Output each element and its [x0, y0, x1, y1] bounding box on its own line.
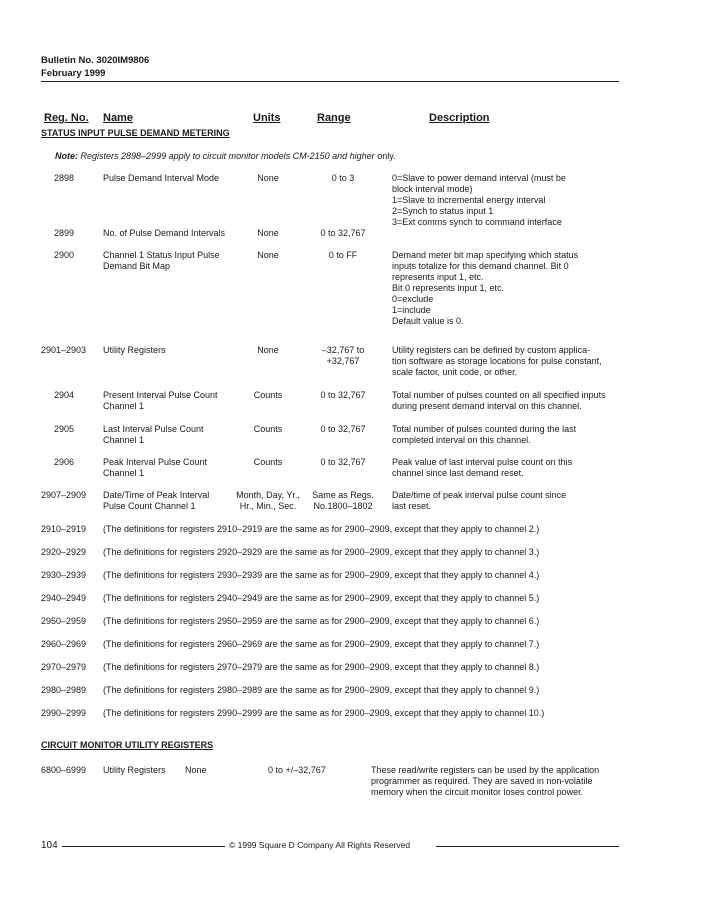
- repeat-register-definition: (The definitions for registers 2940–2949 are the same as for 2900–2909, except that they apply to channel 5.): [103, 593, 540, 603]
- register-description-line: 1=include: [392, 305, 431, 315]
- register-description: [392, 173, 566, 228]
- register-range: [302, 250, 384, 261]
- utility-desc-line: These read/write registers can be used by the application: [371, 765, 600, 775]
- utility-reg-range: 0 to +/–32,767: [268, 765, 326, 775]
- utility-reg-number: 6800–6999: [41, 765, 87, 775]
- register-units: [228, 228, 308, 239]
- register-range-line: 0 to 32,767: [320, 457, 366, 467]
- footer-rule-left: [62, 846, 225, 847]
- register-description-line: Total number of pulses counted on all specified inputs: [392, 390, 606, 400]
- register-range-line: 0 to FF: [328, 250, 358, 260]
- register-description: [392, 390, 606, 412]
- register-name-line: Channel 1 Status Input Pulse: [103, 250, 220, 260]
- register-name: [103, 457, 207, 479]
- repeat-register-definition: (The definitions for registers 2910–2919 are the same as for 2900–2909, except that they apply to channel 2.): [103, 524, 540, 534]
- repeat-register-number: 2990–2999: [41, 708, 87, 718]
- repeat-register-number: 2950–2959: [41, 616, 87, 626]
- register-name-line: Utility Registers: [103, 345, 166, 355]
- register-number: 2905: [54, 424, 75, 434]
- register-number: 2906: [54, 457, 75, 467]
- repeat-register-number: 2920–2929: [41, 547, 87, 557]
- section-title-utility-registers: CIRCUIT MONITOR UTILITY REGISTERS: [41, 740, 214, 750]
- register-range: [302, 424, 384, 435]
- register-units-line: Hr., Min., Sec.: [239, 501, 297, 511]
- register-units-line: Counts: [253, 457, 283, 467]
- register-number: 2899: [54, 228, 75, 238]
- register-range-line: 0 to 3: [331, 173, 355, 183]
- register-name-line: Date/Time of Peak Interval: [103, 490, 210, 500]
- register-description: [392, 250, 578, 327]
- register-number: 2901–2903: [41, 345, 87, 355]
- repeat-register-number: 2960–2969: [41, 639, 87, 649]
- register-description-line: tion software as storage locations for pulse constant,: [392, 356, 602, 366]
- register-range: [302, 490, 384, 512]
- note-text: Registers 2898–2999 apply to circuit monitor models CM-2150 and higher: [80, 151, 375, 161]
- register-description-line: Total number of pulses counted during the last: [392, 424, 577, 434]
- register-description-line: Default value is 0.: [392, 316, 464, 326]
- register-number: 2900: [54, 250, 75, 260]
- column-header-range: Range: [317, 112, 351, 124]
- utility-reg-units: None: [185, 765, 207, 775]
- repeat-register-definition: (The definitions for registers 2920–2929 are the same as for 2900–2909, except that they apply to channel 3.): [103, 547, 540, 557]
- register-name-line: Pulse Count Channel 1: [103, 501, 196, 511]
- register-units: [228, 457, 308, 468]
- register-range-line: No.1800–1802: [313, 501, 373, 511]
- column-header-units: Units: [253, 112, 281, 124]
- register-name-line: Channel 1: [103, 468, 145, 478]
- footer-rule-right: [436, 846, 619, 847]
- column-header-reg: Reg. No.: [44, 112, 89, 124]
- bulletin-date: February 1999: [41, 68, 106, 79]
- register-name-line: Channel 1: [103, 435, 145, 445]
- register-name: [103, 345, 166, 356]
- register-range: [302, 173, 384, 184]
- register-description-line: 1=Slave to incremental energy interval: [392, 195, 546, 205]
- repeat-register-definition: (The definitions for registers 2990–2999 are the same as for 2900–2909, except that they apply to channel 10.): [103, 708, 545, 718]
- register-description-line: channel since last demand reset.: [392, 468, 524, 478]
- register-description-line: block interval mode): [392, 184, 473, 194]
- page-number: 104: [41, 840, 58, 851]
- register-range-line: 0 to 32,767: [320, 424, 366, 434]
- register-range-line: 0 to 32,767: [320, 390, 366, 400]
- register-name-line: Channel 1: [103, 401, 145, 411]
- copyright-notice: © 1999 Square D Company All Rights Reserved: [229, 840, 411, 850]
- register-name-line: Present Interval Pulse Count: [103, 390, 218, 400]
- register-description-line: during present demand interval on this channel.: [392, 401, 582, 411]
- register-range-line: –32,767 to: [321, 345, 365, 355]
- repeat-register-definition: (The definitions for registers 2980–2989 are the same as for 2900–2909, except that they apply to channel 9.): [103, 685, 540, 695]
- register-range: [302, 390, 384, 401]
- register-units-line: Month, Day, Yr.,: [236, 490, 300, 500]
- register-range: [302, 228, 384, 239]
- register-units-line: None: [257, 250, 279, 260]
- register-number: 2907–2909: [41, 490, 87, 500]
- register-description-line: Bit 0 represents input 1, etc.: [392, 283, 505, 293]
- register-name: [103, 390, 218, 412]
- register-units-line: Counts: [253, 390, 283, 400]
- register-name: [103, 228, 225, 239]
- register-units: [228, 490, 308, 512]
- register-name: [103, 424, 204, 446]
- bulletin-number: Bulletin No. 3020IM9806: [41, 55, 150, 66]
- register-description-line: 2=Synch to status input 1: [392, 206, 494, 216]
- register-description: [392, 490, 566, 512]
- register-description: [392, 457, 572, 479]
- register-range-line: Same as Regs.: [312, 490, 374, 500]
- repeat-register-number: 2930–2939: [41, 570, 87, 580]
- register-units-line: None: [257, 173, 279, 183]
- register-units-line: Counts: [253, 424, 283, 434]
- register-name-line: Last Interval Pulse Count: [103, 424, 204, 434]
- register-description-line: 0=exclude: [392, 294, 434, 304]
- header-rule: [41, 81, 619, 82]
- repeat-register-definition: (The definitions for registers 2970–2979 are the same as for 2900–2909, except that they apply to channel 8.): [103, 662, 540, 672]
- register-description-line: last reset.: [392, 501, 432, 511]
- repeat-register-definition: (The definitions for registers 2960–2969 are the same as for 2900–2909, except that they apply to channel 7.): [103, 639, 540, 649]
- register-units: [228, 390, 308, 401]
- register-description-line: completed interval on this channel.: [392, 435, 531, 445]
- register-description-line: Demand meter bit map specifying which status: [392, 250, 579, 260]
- register-description: [392, 424, 576, 446]
- utility-desc-line: programmer as required. They are saved in non-volatile: [371, 776, 593, 786]
- register-units: [228, 250, 308, 261]
- repeat-register-number: 2970–2979: [41, 662, 87, 672]
- register-name: [103, 173, 219, 184]
- register-units: [228, 173, 308, 184]
- repeat-register-number: 2940–2949: [41, 593, 87, 603]
- register-number: 2898: [54, 173, 75, 183]
- register-description: [392, 345, 602, 378]
- register-name-line: No. of Pulse Demand Intervals: [103, 228, 226, 238]
- repeat-register-number: 2980–2989: [41, 685, 87, 695]
- note-tail: only.: [377, 151, 396, 161]
- column-header-description: Description: [429, 112, 490, 124]
- register-description-line: Date/time of peak interval pulse count since: [392, 490, 567, 500]
- register-description-line: scale factor, unit code, or other.: [392, 367, 518, 377]
- register-name-line: Demand Bit Map: [103, 261, 171, 271]
- register-range: [302, 457, 384, 468]
- utility-reg-name: Utility Registers: [103, 765, 166, 775]
- section-title-pulse-demand: STATUS INPUT PULSE DEMAND METERING: [41, 128, 230, 138]
- utility-reg-description: [371, 765, 599, 798]
- register-units: [228, 424, 308, 435]
- register-units-line: None: [257, 228, 279, 238]
- repeat-register-definition: (The definitions for registers 2950–2959 are the same as for 2900–2909, except that they apply to channel 6.): [103, 616, 540, 626]
- register-description-line: Peak value of last interval pulse count on this: [392, 457, 573, 467]
- register-number: 2904: [54, 390, 75, 400]
- section-note: [55, 151, 396, 161]
- repeat-register-definition: (The definitions for registers 2930–2939 are the same as for 2900–2909, except that they apply to channel 4.): [103, 570, 540, 580]
- register-units-line: None: [257, 345, 279, 355]
- register-range-line: +32,767: [326, 356, 360, 366]
- utility-desc-line: memory when the circuit monitor loses control power.: [371, 787, 584, 797]
- register-units: [228, 345, 308, 356]
- repeat-register-number: 2910–2919: [41, 524, 87, 534]
- register-name-line: Peak Interval Pulse Count: [103, 457, 208, 467]
- register-description-line: represents input 1, etc.: [392, 272, 484, 282]
- note-label: Note:: [55, 151, 78, 161]
- register-description-line: Utility registers can be defined by custom applica-: [392, 345, 591, 355]
- register-description-line: 0=Slave to power demand interval (must be: [392, 173, 566, 183]
- column-header-name: Name: [103, 112, 133, 124]
- register-description-line: 3=Ext comms synch to command interface: [392, 217, 562, 227]
- register-range-line: 0 to 32,767: [320, 228, 366, 238]
- register-name-line: Pulse Demand Interval Mode: [103, 173, 220, 183]
- register-range: [302, 345, 384, 367]
- register-name: [103, 490, 209, 512]
- register-description-line: inputs totalize for this demand channel. Bit 0: [392, 261, 569, 271]
- register-name: [103, 250, 220, 272]
